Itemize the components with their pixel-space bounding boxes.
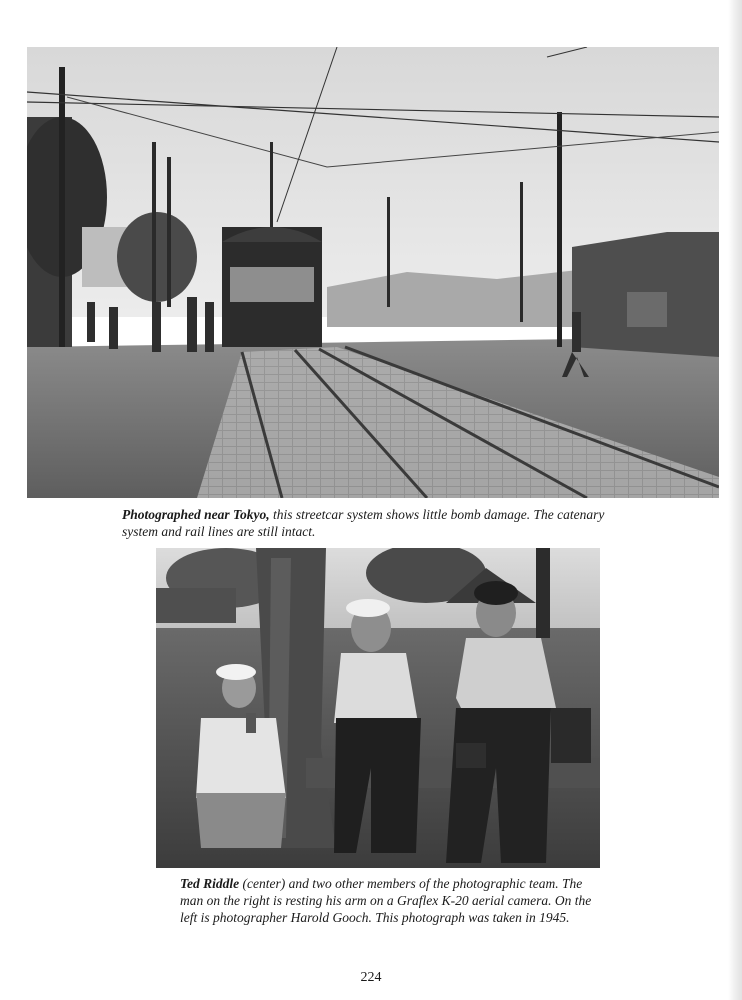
caption-lead: Ted Riddle: [180, 876, 240, 891]
caption-lead: Photographed near Tokyo,: [122, 507, 270, 522]
streetcar-photo-image: [27, 47, 719, 498]
photographic-team-caption: [180, 875, 600, 926]
streetcar-caption: [122, 506, 642, 540]
photographic-team-photo-image: [156, 548, 600, 868]
streetcar-photo: [27, 47, 719, 498]
page-number: 224: [360, 970, 382, 985]
photographic-team-photo: [156, 548, 600, 868]
page-edge: [728, 0, 742, 1000]
caption-body: (center) and two other members of the photographic team. The man on the right is resting his arm on a Graflex K-20 aerial camera. On the left is photographer Harold Gooch. This photograph was taken in 1945.: [180, 876, 592, 925]
caption-body: this streetcar system shows little bomb damage. The catenary system and rail lines are still intact.: [122, 507, 605, 539]
